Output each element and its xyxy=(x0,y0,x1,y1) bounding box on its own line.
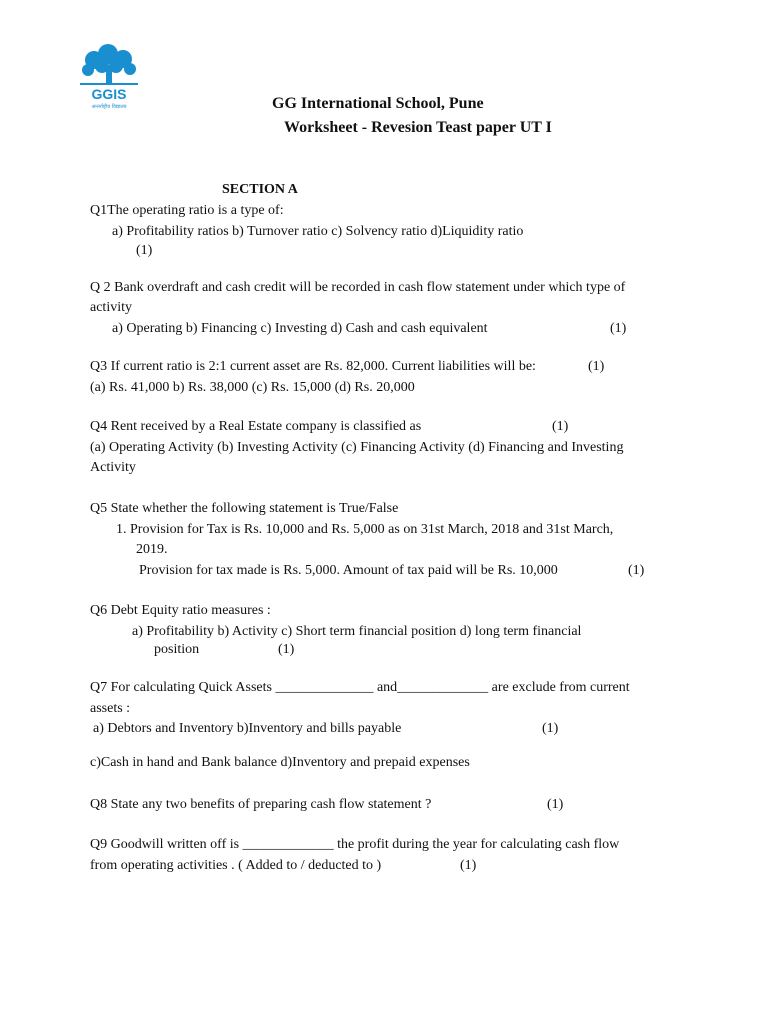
logo-text: GGIS xyxy=(91,86,127,102)
q9-marks: (1) xyxy=(460,858,477,873)
q1-marks: (1) xyxy=(136,243,153,258)
q7-options-line1: a) Debtors and Inventory b)Inventory and bills payable xyxy=(93,721,402,736)
q2-question-line2: activity xyxy=(90,300,132,315)
q6-options-line2: position xyxy=(154,642,200,657)
q8-marks: (1) xyxy=(547,797,564,812)
q2-question-line1: Q 2 Bank overdraft and cash credit will be recorded in cash flow statement under which type of xyxy=(90,280,626,295)
q1-question: Q1The operating ratio is a type of: xyxy=(90,203,284,218)
q7-options-line2: c)Cash in hand and Bank balance d)Inventory and prepaid expenses xyxy=(90,755,470,770)
q7-question-line2: assets : xyxy=(90,701,131,716)
school-name: GG International School, Pune xyxy=(272,95,484,112)
q3-question: Q3 If current ratio is 2:1 current asset are Rs. 82,000. Current liabilities will be: xyxy=(90,359,536,374)
q4-question: Q4 Rent received by a Real Estate company is classified as xyxy=(90,419,422,434)
q5-question: Q5 State whether the following statement is True/False xyxy=(90,501,399,516)
q5-item-line1: 1. Provision for Tax is Rs. 10,000 and Rs. 5,000 as on 31st March, 2018 and 31st March, xyxy=(116,522,614,537)
q5-item-line2: 2019. xyxy=(136,542,168,557)
q4-options-line2: Activity xyxy=(90,460,136,475)
q8-question: Q8 State any two benefits of preparing cash flow statement ? xyxy=(90,797,432,812)
q4-options-line1: (a) Operating Activity (b) Investing Activity (c) Financing Activity (d) Financing and Investing xyxy=(90,440,624,455)
q7-marks: (1) xyxy=(542,721,559,736)
q7-question-line1: Q7 For calculating Quick Assets ______________ and_____________ are exclude from current xyxy=(90,680,630,695)
q3-marks: (1) xyxy=(588,359,605,374)
section-heading: SECTION A xyxy=(222,182,298,197)
q9-question-line1: Q9 Goodwill written off is _____________ the profit during the year for calculating cash flow xyxy=(90,837,620,852)
worksheet-title: Worksheet - Revesion Teast paper UT I xyxy=(284,119,552,136)
q9-question-line2: from operating activities . ( Added to / deducted to ) xyxy=(90,858,382,873)
q2-marks: (1) xyxy=(610,321,627,336)
q1-options: a) Profitability ratios b) Turnover ratio c) Solvency ratio d)Liquidity ratio xyxy=(112,224,524,239)
logo-tagline: अन्तर्राष्ट्रीय विद्यालय xyxy=(91,104,127,110)
tree-logo-icon xyxy=(74,44,144,110)
q5-marks: (1) xyxy=(628,563,645,578)
q5-item-detail: Provision for tax made is Rs. 5,000. Amount of tax paid will be Rs. 10,000 xyxy=(139,563,558,578)
q6-question: Q6 Debt Equity ratio measures : xyxy=(90,603,271,618)
q6-marks: (1) xyxy=(278,642,295,657)
school-logo xyxy=(74,44,144,110)
q2-options: a) Operating b) Financing c) Investing d) Cash and cash equivalent xyxy=(112,321,488,336)
q4-marks: (1) xyxy=(552,419,569,434)
q6-options-line1: a) Profitability b) Activity c) Short term financial position d) long term financial xyxy=(132,624,582,639)
q3-options: (a) Rs. 41,000 b) Rs. 38,000 (c) Rs. 15,000 (d) Rs. 20,000 xyxy=(90,380,415,395)
